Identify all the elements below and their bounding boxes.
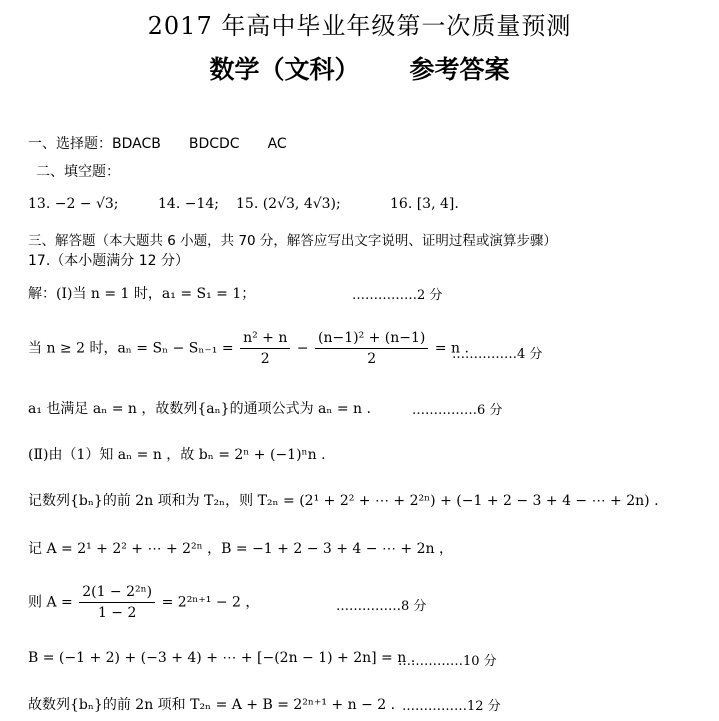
subtitle-answers: 参考答案 — [409, 55, 510, 84]
score-8: ……………8 分 — [336, 599, 427, 614]
fraction-3-denominator: 1 − 2 — [97, 605, 137, 621]
score-2: ……………2 分 — [352, 288, 443, 303]
fraction-1 — [240, 330, 290, 367]
solution-line-3: a₁ 也满足 aₙ = n ，故数列{aₙ}的通项公式为 aₙ = n . — [28, 401, 371, 417]
solution-line-5: 记数列{bₙ}的前 2n 项和为 T₂ₙ，则 T₂ₙ = (2¹ + 2² + ⋯ + 2²ⁿ) + (−1 + 2 − 3 + 4 − ⋯ + 2n) . — [28, 493, 659, 509]
line7-prefix: 则 A = — [28, 594, 73, 611]
fraction-1-denominator: 2 — [260, 351, 270, 367]
fraction-2-numerator: (n−1)² + (n−1) — [315, 330, 428, 349]
solution-line-6: 记 A = 2¹ + 2² + ⋯ + 2²ⁿ ，B = −1 + 2 − 3 + 4 − ⋯ + 2n ， — [28, 541, 453, 557]
fill-answer-14: 14. −14; — [158, 196, 219, 212]
fraction-3-numerator: 2(1 − 2²ⁿ) — [79, 584, 155, 603]
solution-line-9: 故数列{bₙ}的前 2n 项和 T₂ₙ = A + B = 2²ⁿ⁺¹ + n − 2 . — [28, 697, 396, 713]
score-4: ……………4 分 — [452, 347, 543, 362]
fill-answer-16: 16. [3, 4]. — [390, 196, 459, 212]
solve-heading: 三、解答题（本大题共 6 小题，共 70 分，解答应写出文字说明、证明过程或演算步骤） — [28, 233, 557, 249]
choice-answers: 一、选择题：BDACB BDCDC AC — [28, 136, 287, 152]
solution-line-2 — [28, 330, 469, 367]
fraction-1-numerator: n² + n — [240, 330, 290, 349]
solution-line-1: 解：(Ⅰ)当 n = 1 时，a₁ = S₁ = 1； — [28, 286, 256, 302]
score-12: ……………12 分 — [402, 699, 501, 714]
solution-line-8: B = (−1 + 2) + (−3 + 4) + ⋯ + [−(2n − 1) + 2n] = n . — [28, 650, 416, 666]
line2-minus: − — [296, 340, 309, 357]
document-title: 2017 年高中毕业年级第一次质量预测 — [147, 12, 572, 40]
score-6: ……………6 分 — [412, 403, 503, 418]
question-17-heading: 17.（本小题满分 12 分） — [28, 253, 189, 269]
line2-prefix: 当 n ≥ 2 时，aₙ = Sₙ − Sₙ₋₁ = — [28, 340, 234, 357]
fill-heading: 二、填空题： — [36, 164, 120, 180]
solution-line-4: (Ⅱ)由（1）知 aₙ = n ，故 bₙ = 2ⁿ + (−1)ⁿn . — [28, 447, 326, 463]
solution-line-7 — [28, 584, 259, 621]
score-10: ……………10 分 — [398, 654, 497, 669]
fraction-2-denominator: 2 — [367, 351, 377, 367]
fraction-3 — [79, 584, 155, 621]
fill-answer-15: 15. (2√3, 4√3); — [236, 196, 341, 212]
line2-suffix: = n . — [434, 340, 469, 357]
fraction-2 — [315, 330, 428, 367]
subtitle-subject: 数学（文科） — [209, 55, 360, 84]
document-subtitle — [0, 50, 719, 86]
fill-answer-13: 13. −2 − √3; — [28, 196, 119, 212]
line7-suffix: = 2²ⁿ⁺¹ − 2 ， — [161, 594, 260, 611]
